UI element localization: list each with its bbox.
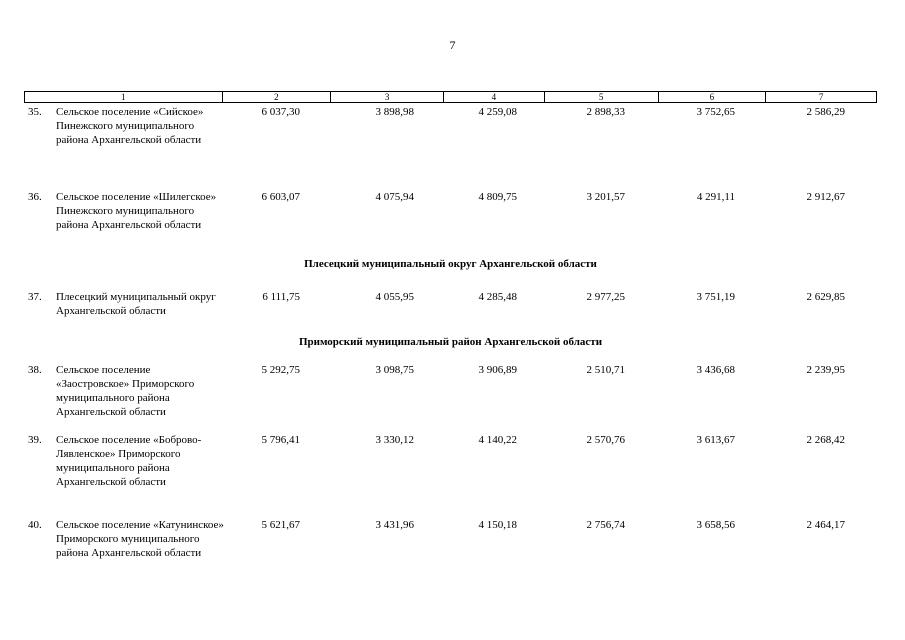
value-col-3: 4 075,94 — [375, 191, 414, 203]
value-col-3: 4 055,95 — [375, 291, 414, 303]
value-col-3: 3 431,96 — [375, 519, 414, 531]
row-name: Плесецкий муниципальный округ Архангельской области — [56, 291, 216, 317]
value-col-6: 3 658,56 — [696, 519, 735, 531]
value-col-4: 4 259,08 — [478, 106, 517, 118]
page-number: 7 — [449, 38, 456, 52]
value-col-2: 5 796,41 — [261, 434, 300, 446]
value-col-4: 4 809,75 — [478, 191, 517, 203]
value-col-2: 6 037,30 — [261, 106, 300, 118]
column-number-6: 6 — [659, 92, 767, 102]
value-col-5: 2 898,33 — [586, 106, 625, 118]
value-col-2: 5 621,67 — [261, 519, 300, 531]
row-number: 35. — [28, 106, 42, 118]
value-col-7: 2 629,85 — [806, 291, 845, 303]
section-title-plesetsk: Плесецкий муниципальный округ Архангельской области — [304, 258, 597, 270]
value-col-7: 2 912,67 — [806, 191, 845, 203]
row-number: 40. — [28, 519, 42, 531]
section-title-primorsky: Приморский муниципальный район Архангельской области — [298, 336, 603, 348]
column-number-3: 3 — [331, 92, 444, 102]
row-name: Сельское поселение «Сийское» Пинежского муниципального района Архангельской области — [56, 106, 204, 146]
value-col-3: 3 098,75 — [375, 364, 414, 376]
value-col-6: 4 291,11 — [696, 191, 735, 203]
row-number: 37. — [28, 291, 42, 303]
row-name: Сельское поселение «Заостровское» Приморского муниципального района Архангельской области — [56, 364, 195, 418]
value-col-2: 5 292,75 — [261, 364, 300, 376]
value-col-5: 2 510,71 — [586, 364, 625, 376]
value-col-6: 3 751,19 — [696, 291, 735, 303]
row-number: 36. — [28, 191, 42, 203]
value-col-3: 3 898,98 — [375, 106, 414, 118]
value-col-7: 2 268,42 — [806, 434, 845, 446]
value-col-6: 3 436,68 — [696, 364, 735, 376]
row-name: Сельское поселение «Шилегское» Пинежского муниципального района Архангельской области — [56, 191, 217, 231]
row-number: 39. — [28, 434, 42, 446]
value-col-6: 3 752,65 — [696, 106, 735, 118]
value-col-4: 4 285,48 — [478, 291, 517, 303]
value-col-6: 3 613,67 — [696, 434, 735, 446]
value-col-2: 6 111,75 — [262, 291, 300, 303]
column-number-5: 5 — [545, 92, 659, 102]
value-col-7: 2 239,95 — [806, 364, 845, 376]
row-number: 38. — [28, 364, 42, 376]
value-col-7: 2 464,17 — [806, 519, 845, 531]
column-number-2: 2 — [223, 92, 332, 102]
column-number-7: 7 — [818, 92, 824, 102]
row-name: Сельское поселение «Боброво-Лявленское» Приморского муниципального района Архангельской области — [56, 434, 202, 488]
value-col-5: 2 570,76 — [586, 434, 625, 446]
column-number-1: 1 — [25, 92, 223, 102]
column-number-4: 4 — [444, 92, 545, 102]
value-col-5: 2 977,25 — [586, 291, 625, 303]
column-number-header — [24, 91, 877, 103]
value-col-4: 3 906,89 — [478, 364, 517, 376]
value-col-4: 4 150,18 — [478, 519, 517, 531]
value-col-5: 2 756,74 — [586, 519, 625, 531]
value-col-5: 3 201,57 — [586, 191, 625, 203]
value-col-7: 2 586,29 — [806, 106, 845, 118]
row-name: Сельское поселение «Катунинское» Приморского муниципального района Архангельской области — [56, 519, 224, 559]
value-col-3: 3 330,12 — [375, 434, 414, 446]
value-col-2: 6 603,07 — [261, 191, 300, 203]
value-col-4: 4 140,22 — [478, 434, 517, 446]
